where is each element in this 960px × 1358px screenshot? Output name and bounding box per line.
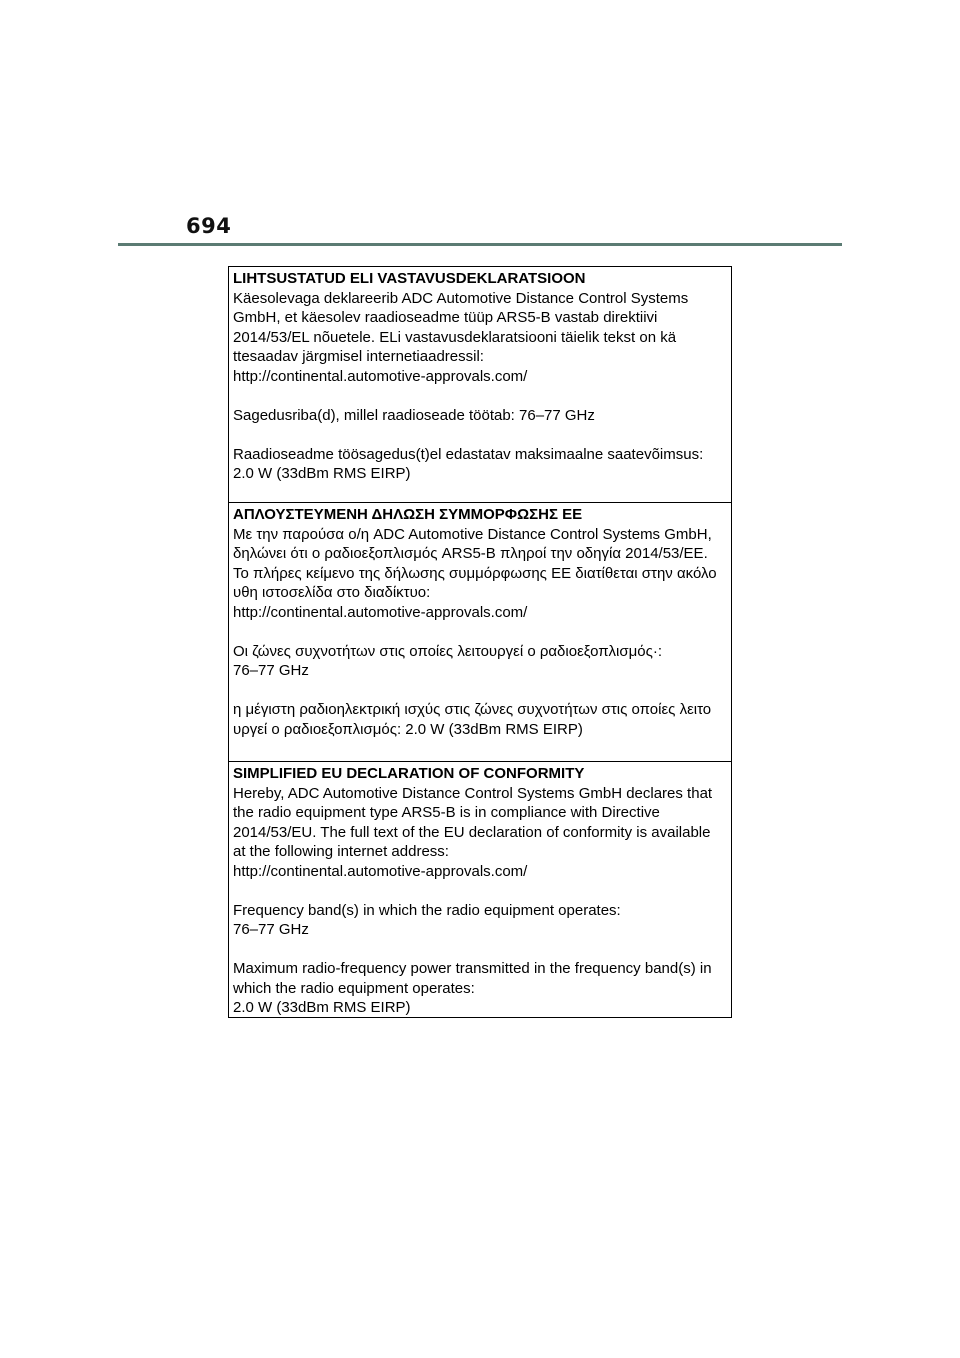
- max-power-line: η μέγιστη ραδιοηλεκτρική ισχύς στις ζώνες συχνοτήτων στις οποίες λειτο: [233, 701, 712, 718]
- declaration-line: at the following internet address:: [233, 843, 449, 860]
- page-number: 694: [186, 214, 232, 238]
- declaration-english: [229, 762, 731, 1017]
- max-power-value: υργεί ο ραδιοεξοπλισμός: 2.0 W (33dBm RMS EIRP): [233, 720, 583, 738]
- declaration-line: ttesaadav järgmisel internetiaadressil:: [233, 348, 484, 365]
- header-rule: [118, 243, 842, 246]
- frequency-band-value: 76–77 GHz: [233, 662, 309, 679]
- declaration-line: the radio equipment type ARS5-B is in compliance with Directive: [233, 804, 660, 821]
- declaration-table: [228, 266, 732, 1018]
- frequency-band-line: Οι ζώνες συχνοτήτων στις οποίες λειτουργεί ο ραδιοεξοπλισμός·:: [233, 642, 663, 660]
- frequency-band-line: Sagedusriba(d), millel raadioseade töötab: 76–77 GHz: [233, 406, 595, 424]
- declaration-line: Το πλήρες κείμενο της δήλωσης συμμόρφωσης ΕΕ διατίθεται στην ακόλο: [233, 564, 717, 582]
- paragraph-gap: [233, 386, 728, 406]
- paragraph-gap: [233, 425, 728, 445]
- approval-url: http://continental.automotive-approvals.com/: [233, 862, 528, 880]
- max-power-line: Raadioseadme töösagedus(t)el edastatav maksimaalne saatevõimsus:: [233, 445, 704, 463]
- declaration-line: 2014/53/EU. The full text of the EU declaration of conformity is available: [233, 823, 711, 841]
- declaration-line: δηλώνει ότι ο ραδιοεξοπλισμός ARS5-B πληροί την οδηγία 2014/53/ΕΕ.: [233, 545, 708, 562]
- declaration-title: LIHTSUSTATUD ELI VASTAVUSDEKLARATSIOON: [233, 270, 586, 287]
- approval-url: http://continental.automotive-approvals.com/: [233, 367, 528, 385]
- paragraph-gap: [233, 940, 728, 960]
- declaration-line: 2014/53/EL nõuetele. ELi vastavusdeklaratsiooni täielik tekst on kä: [233, 328, 677, 346]
- declaration-line: Hereby, ADC Automotive Distance Control Systems GmbH declares that: [233, 784, 713, 802]
- declaration-line: Με την παρούσα ο/η ADC Automotive Distance Control Systems GmbH,: [233, 525, 712, 543]
- declaration-estonian: [229, 267, 731, 503]
- declaration-greek: [229, 503, 731, 762]
- frequency-band-line: Frequency band(s) in which the radio equipment operates:: [233, 901, 621, 919]
- declaration-line: Käesolevaga deklareerib ADC Automotive Distance Control Systems: [233, 289, 689, 307]
- max-power-line: which the radio equipment operates:: [233, 979, 475, 997]
- max-power-value: 2.0 W (33dBm RMS EIRP): [233, 465, 411, 482]
- frequency-band-value: 76–77 GHz: [233, 921, 309, 938]
- declaration-title: SIMPLIFIED EU DECLARATION OF CONFORMITY: [233, 765, 585, 782]
- max-power-line: Maximum radio-frequency power transmitted in the frequency band(s) in: [233, 960, 712, 977]
- declaration-line: υθη ιστοσελίδα στο διαδίκτυο:: [233, 584, 431, 601]
- declaration-title: ΑΠΛΟΥΣΤΕΥΜΕΝΗ ΔΗΛΩΣΗ ΣΥΜΜΟΡΦΩΣΗΣ ΕΕ: [233, 506, 583, 523]
- paragraph-gap: [233, 622, 728, 642]
- paragraph-gap: [233, 681, 728, 701]
- approval-url: http://continental.automotive-approvals.com/: [233, 603, 528, 621]
- declaration-line: GmbH, et käesolev raadioseadme tüüp ARS5-B vastab direktiivi: [233, 309, 658, 326]
- paragraph-gap: [233, 881, 728, 901]
- max-power-value: 2.0 W (33dBm RMS EIRP): [233, 999, 411, 1016]
